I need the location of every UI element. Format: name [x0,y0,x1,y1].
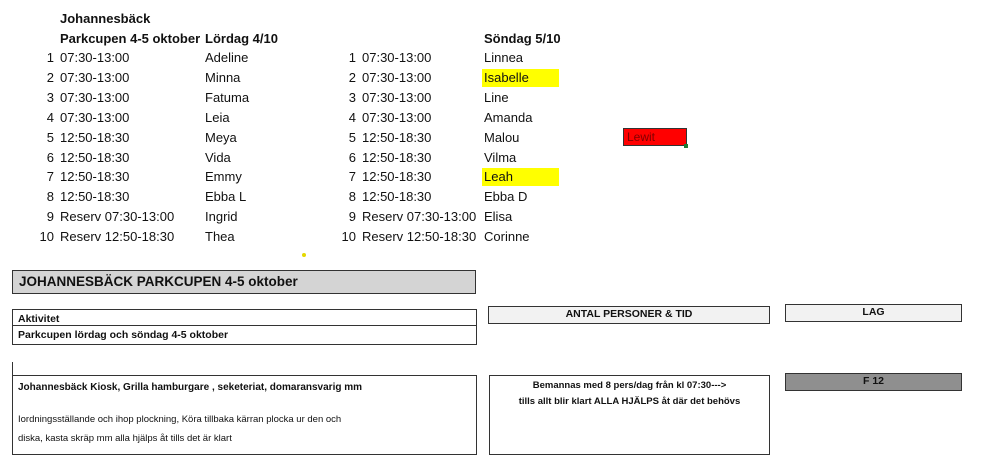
saturday-row-name: Vida [205,149,231,165]
divider [13,325,476,326]
saturday-row-time: 12:50-18:30 [60,169,130,185]
lag-heading: LAG [862,306,885,318]
saturday-row-time: Reserv 12:50-18:30 [60,229,175,245]
sunday-row-name: Linnea [484,50,524,65]
form-banner: JOHANNESBÄCK PARKCUPEN 4-5 oktober [12,270,476,294]
saturday-row-number: 4 [46,109,54,125]
saturday-row-time: 12:50-18:30 [60,129,130,145]
saturday-row-time: 12:50-18:30 [60,189,130,205]
sunday-row-number: 10 [341,229,356,245]
extra-cell-text: Lewit [627,130,656,144]
sunday-row-time: 12:50-18:30 [362,129,432,145]
antal-heading: ANTAL PERSONER & TID [565,308,693,320]
sunday-heading: Söndag 5/10 [484,31,561,46]
saturday-row-number: 8 [46,189,54,205]
saturday-row-time: Reserv 07:30-13:00 [60,209,175,225]
staffing-line-1: Bemannas med 8 pers/dag från kl 07:30---> [532,380,727,391]
saturday-row-time: 07:30-13:00 [60,50,130,65]
sunday-row-time: 12:50-18:30 [362,149,432,165]
saturday-row-name: Fatuma [205,89,250,105]
team-value: F 12 [862,375,884,387]
sunday-row-time: 12:50-18:30 [362,169,432,185]
sunday-row-name: Amanda [484,109,533,125]
sunday-row-number: 8 [348,189,356,205]
sunday-row-number: 6 [348,149,356,165]
description-line-1: Johannesbäck Kiosk, Grilla hamburgare , seketeriat, domaransvarig mm [18,382,363,393]
cell-fill-handle[interactable] [684,144,688,148]
event-title: Parkcupen 4-5 oktober [60,31,201,46]
saturday-row-time: 12:50-18:30 [60,149,130,165]
stray-mark [302,253,306,257]
saturday-row-name: Ingrid [205,209,238,225]
saturday-row-name: Adeline [205,50,249,65]
sunday-row-number: 1 [348,50,356,65]
place-title: Johannesbäck [60,11,151,26]
saturday-row-number: 2 [46,69,54,85]
sunday-row-name: Elisa [484,209,513,225]
staffing-box [489,375,770,455]
saturday-row-name: Minna [205,69,241,85]
description-line-3: diska, kasta skräp mm alla hjälps åt tills det är klart [18,433,232,444]
sunday-row-time: Reserv 12:50-18:30 [362,229,477,245]
sunday-row-time: Reserv 07:30-13:00 [362,209,477,225]
sunday-row-name-highlighted: Leah [482,168,559,186]
extra-cell-lewit[interactable] [623,128,687,146]
description-box [12,375,477,455]
sunday-row-number: 5 [348,129,356,145]
sunday-row-number: 7 [348,169,356,185]
saturday-row-number: 5 [46,129,54,145]
saturday-row-number: 7 [46,169,54,185]
aktivitet-value: Parkcupen lördag och söndag 4-5 oktober [18,329,229,341]
saturday-row-name: Leia [205,109,230,125]
sunday-row-number: 9 [348,209,356,225]
sunday-row-time: 12:50-18:30 [362,189,432,205]
saturday-row-number: 10 [39,229,54,245]
sunday-row-name: Corinne [484,229,530,245]
staffing-line-2: tills allt blir klart ALLA HJÄLPS åt där det behövs [518,396,741,407]
saturday-row-number: 6 [46,149,54,165]
antal-heading-box [488,306,770,324]
team-box [785,373,962,391]
sunday-row-name: Malou [484,129,520,145]
sunday-row-name-highlighted: Isabelle [482,69,559,87]
saturday-heading: Lördag 4/10 [205,31,278,46]
saturday-row-name: Emmy [205,169,242,185]
sunday-row-number: 4 [348,109,356,125]
saturday-row-time: 07:30-13:00 [60,89,130,105]
saturday-row-name: Ebba L [205,189,247,205]
saturday-row-name: Thea [205,229,235,245]
sunday-row-name: Line [484,89,509,105]
saturday-row-number: 1 [46,50,54,65]
saturday-row-number: 3 [46,89,54,105]
saturday-row-time: 07:30-13:00 [60,69,130,85]
sunday-row-time: 07:30-13:00 [362,69,432,85]
aktivitet-label: Aktivitet [18,313,60,325]
saturday-row-time: 07:30-13:00 [60,109,130,125]
saturday-row-number: 9 [46,209,54,225]
sunday-row-name: Ebba D [484,189,528,205]
lag-heading-box [785,304,962,322]
sunday-row-name: Vilma [484,149,517,165]
saturday-row-name: Meya [205,129,237,145]
sunday-row-time: 07:30-13:00 [362,109,432,125]
aktivitet-box [12,309,477,345]
sunday-row-time: 07:30-13:00 [362,50,432,65]
sunday-row-number: 3 [348,89,356,105]
description-line-2: Iordningsställande och ihop plockning, Köra tillbaka kärran plocka ur den och [18,414,342,425]
sunday-row-time: 07:30-13:00 [362,89,432,105]
sunday-row-number: 2 [348,69,356,85]
